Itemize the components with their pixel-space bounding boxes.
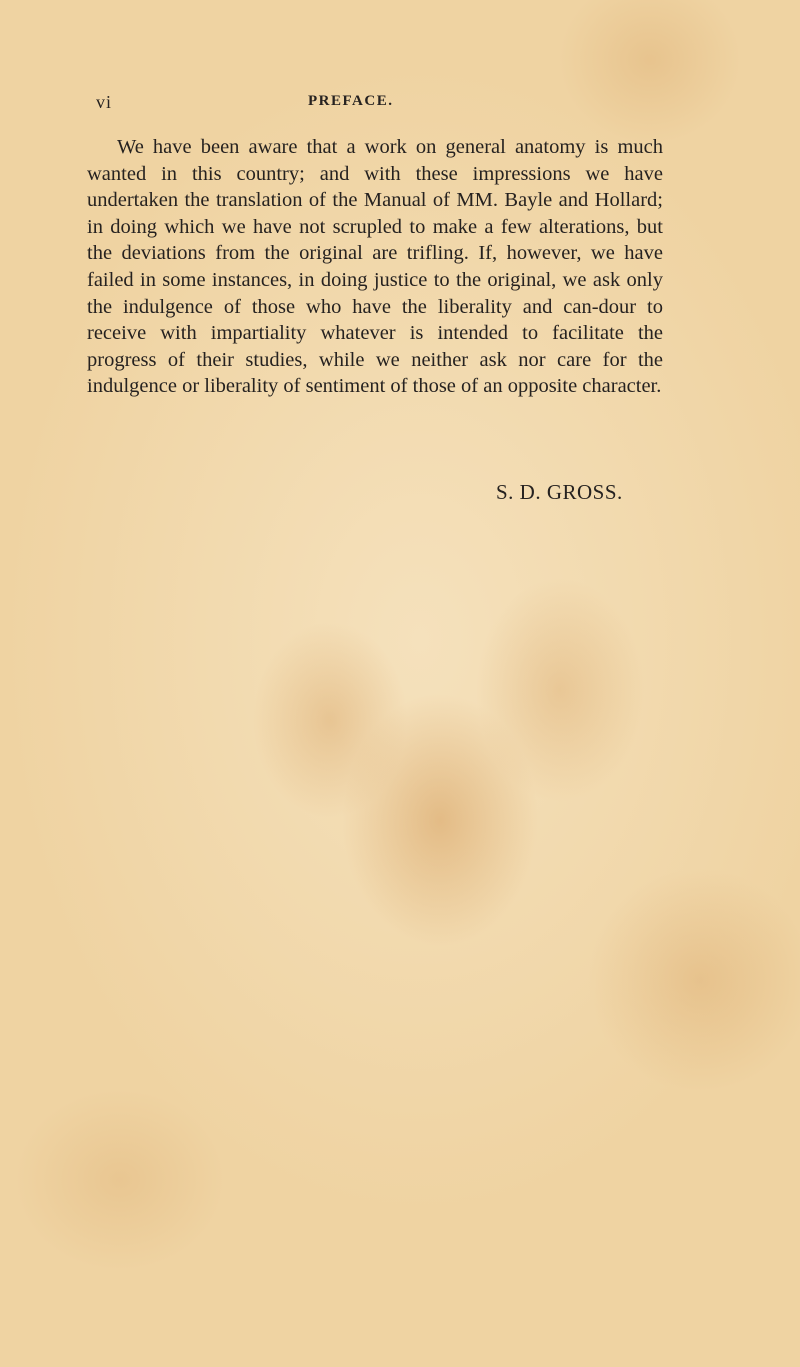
running-head: PREFACE. [308,93,394,109]
preface-paragraph: We have been aware that a work on general anatomy is much wanted in this country; and with these impressions we have undertaken the translation of the Manual of MM. Bayle and Hollard; in doing which we have not scrupled to make a few alterations, but the deviations from the original are trifling. If, however, we have failed in some instances, in doing justice to the original, we ask only the indulgence of those who have the liberality and can-dour to receive with impartiality whatever is intended to facilitate the progress of their studies, while we neither ask nor care for the indulgence or liberality of sentiment of those of an opposite character. [87,136,663,398]
page-number: vi [96,92,113,112]
author-signature: S. D. GROSS. [496,480,623,504]
page-header [96,92,656,116]
